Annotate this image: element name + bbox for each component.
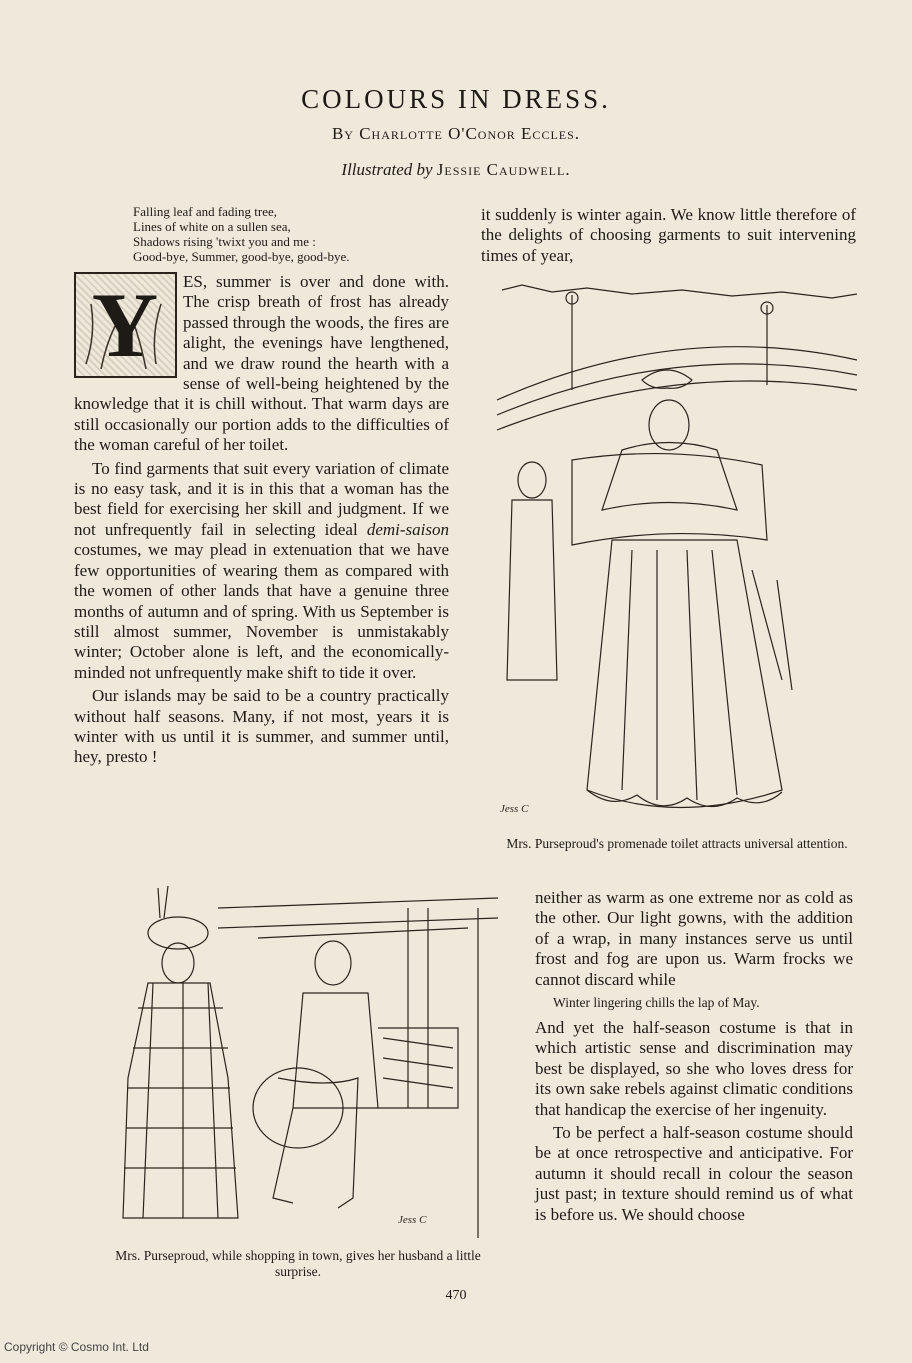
right-column-top-text xyxy=(481,205,856,269)
page-number: 470 xyxy=(445,1288,467,1303)
article-title: COLOURS IN DRESS. xyxy=(301,84,611,114)
paragraph-5: To be perfect a half-season costume should be at once retrospective and anticipative. For autumn it should recall in colour the season just past; in texture should remind us of what is before us. We should choose xyxy=(535,1123,853,1224)
drop-cap-letter: Y xyxy=(91,274,159,376)
epigraph-poem xyxy=(133,204,453,264)
illustration-signature: Jess C xyxy=(398,1214,427,1226)
left-column-text xyxy=(74,272,449,771)
copyright-watermark: Copyright © Cosmo Int. Ltd xyxy=(4,1340,149,1354)
right-column-bottom-text xyxy=(535,888,853,1228)
illustration-shopping xyxy=(98,878,498,1240)
illustration-promenade xyxy=(492,280,862,828)
paragraph-continuation: it suddenly is winter again. We know little therefore of the delights of choosing garments to suit intervening times of year, xyxy=(481,205,856,265)
illustrated-by-label: Illustrated by xyxy=(341,160,433,179)
paragraph-opening xyxy=(74,272,449,456)
verse-quote: Winter lingering chills the lap of May. xyxy=(553,995,760,1011)
paragraph-3: Our islands may be said to be a country practically without half seasons. Many, if not most, years it is winter with us until it is summer, and summer until, hey, presto ! xyxy=(74,686,449,767)
paragraph-2: To find garments that suit every variation of climate is no easy task, and it is in this that a woman has the best field for exercising her skill and judgment. If we not unfrequently fail in selecting ideal demi-saison costumes, we may plead in extenuation that we have few opportunities of wearing them as compared with the women of other lands that have a genuine three months of autumn and of spring. With us September is still almost summer, November is unmistakably winter; October alone is left, and the economically-minded not unfrequently make shift to tide it over. xyxy=(74,458,450,682)
drop-cap xyxy=(74,272,177,378)
italic-term: demi-saison xyxy=(366,519,450,539)
author-byline: By Charlotte O'Conor Eccles. xyxy=(331,124,581,143)
illustration-signature: Jess C xyxy=(500,803,529,815)
shopping-illustration-icon xyxy=(98,878,498,1240)
illustrator-credit xyxy=(0,160,912,180)
caption-shopping: Mrs. Purseproud, while shopping in town, gives her husband a little surprise. xyxy=(115,1248,481,1279)
poem-line: Shadows rising 'twixt you and me : xyxy=(133,234,316,249)
poem-line: Good-bye, Summer, good-bye, good-bye. xyxy=(133,249,350,264)
paragraph-continuation-2: neither as warm as one extreme nor as cold as the other. Our light gowns, with the addition of a wrap, in many instances serve us until frost and fog are upon us. Warm frocks we cannot discard while xyxy=(535,888,853,989)
poem-line: Falling leaf and fading tree, xyxy=(133,204,278,219)
promenade-illustration-icon xyxy=(492,280,862,828)
drop-cap-ornament-icon xyxy=(76,274,175,376)
poem-line: Lines of white on a sullen sea, xyxy=(133,219,291,234)
caption-promenade: Mrs. Purseproud's promenade toilet attracts universal attention. xyxy=(506,836,848,851)
paragraph-1-text: ES, summer is over and done with. The crisp breath of frost has already passed through the woods, the fires are alight, the evenings have lengthened, and we draw round the hearth with a sense of well-being heightened by the knowledge that it is chill without. That warm days are still occasionally our portion adds to the difficulties of the woman careful of her toilet. xyxy=(74,272,449,455)
illustrator-name: Jessie Caudwell. xyxy=(436,160,571,179)
paragraph-4: And yet the half-season costume is that in which artistic sense and discrimination may best be displayed, so she who loves dress for its own sake rebels against climatic conditions that handicap the exercise of her ingenuity. xyxy=(535,1018,853,1119)
